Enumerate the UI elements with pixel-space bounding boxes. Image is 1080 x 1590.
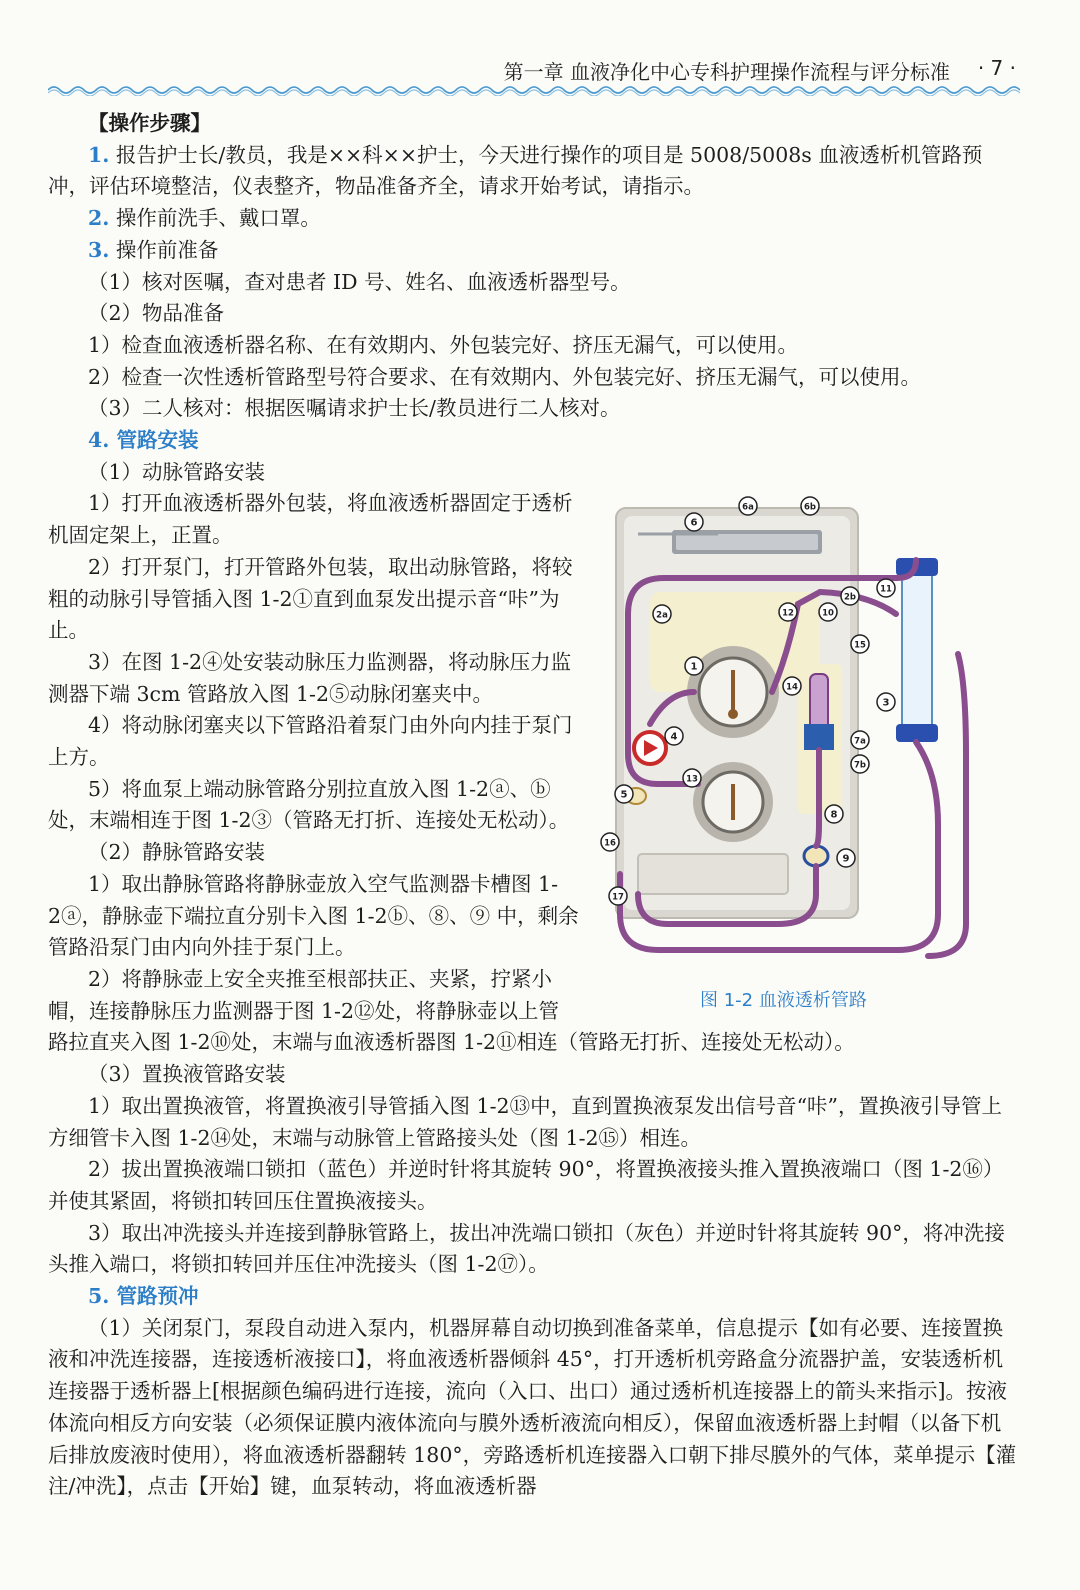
paragraph-2: 2. 操作前洗手、戴口罩。 <box>88 206 321 231</box>
paragraph-5-1: （1）关闭泵门，泵段自动进入泵内，机器屏幕自动切换到准备菜单，信息提示【如有必要、连接置换液和冲洗连接器，连接透析液接口】，将血液透析器倾斜 45°，打开透析机旁路盒分流器护盖，安装透析机连接器于透析器上[根据颜色编码进行连接，流向（入口、出口）通过透析机连接器上的箭头来指示]。按液体流向相反方向安装（必须保证膜内液体流向与膜外透析液流向相反），保留血液透析器上封帽（以备下机后排放废液时使用），将血液透析器翻转 180°，旁路透析机连接器入口朝下排尽膜外的气体，菜单提示【灌注/冲洗】，点击【开始】键，血泵转动，将血液透析器 <box>48 1315 1017 1499</box>
air-detector <box>804 724 834 750</box>
page-number: · 7 · <box>977 56 1016 80</box>
callout-label: 1 <box>690 661 698 673</box>
paragraph-3: 3. 操作前准备 <box>88 237 219 262</box>
callout-label: 16 <box>604 838 616 849</box>
callout-label: 4 <box>670 731 678 743</box>
paragraph-3-1: （1）核对医嘱，查对患者 ID 号、姓名、血液透析器型号。 <box>88 269 631 294</box>
page-header <box>48 52 1020 92</box>
text-beside-figure <box>48 488 588 1027</box>
callout-label: 8 <box>830 809 838 821</box>
paragraph-3-2-2: 2）检查一次性透析管路型号符合要求、在有效期内、外包装完好、挤压无漏气，可以使用。 <box>88 364 922 389</box>
machine-drawer <box>638 854 788 894</box>
callout-label: 6b <box>804 502 816 513</box>
callout-label: 9 <box>842 853 850 865</box>
callout-label: 10 <box>822 608 834 619</box>
paragraph-4-1-5: 5）将血泵上端动脉管路分别拉直放入图 1-2ⓐ、ⓑ处，末端相连于图 1-2③（管路无打折、连接处无松动）。 <box>48 776 570 833</box>
dialysis-tubing-figure <box>598 494 978 964</box>
paragraph-4-3-2: 2）拔出置换液端口锁扣（蓝色）并逆时针将其旋转 90°，将置换液接头推入置换液端口（图 1-2⑯）并使其紧固，将锁扣转回压住置换液接头。 <box>48 1157 1004 1213</box>
tube-venous-down <box>816 750 819 846</box>
callout-label: 7a <box>854 736 866 747</box>
chapter-title: 第一章 血液净化中心专科护理操作流程与评分标准 <box>503 60 950 84</box>
paragraph-4-2-1: 1）取出静脉管路将静脉壶放入空气监测器卡槽图 1-2ⓐ，静脉壶下端拉直分别卡入图 1-2ⓑ、⑧、⑨ 中，剩余管路沿泵门由内向外挂于泵门上。 <box>48 871 579 960</box>
figure-caption: 图 1-2 血液透析管路 <box>700 990 867 1011</box>
paragraph-4-1-4: 4）将动脉闭塞夹以下管路沿着泵门由外向内挂于泵门上方。 <box>48 713 573 770</box>
callout-label: 7b <box>854 760 866 771</box>
header-wave-divider <box>48 84 1020 96</box>
paragraph-1: 1. 报告护士长/教员，我是××科××护士，今天进行操作的项目是 5008/5008s 血液透析机管路预冲，评估环境整洁，仪表整齐，物品准备齐全，请求开始考试，请指示。 <box>48 142 983 199</box>
paragraph-4-1-3: 3）在图 1-2④处安装动脉压力监测器，将动脉压力监测器下端 3cm 管路放入图 1-2⑤动脉闭塞夹中。 <box>48 649 572 706</box>
paragraph-4-2-2b: 路拉直夹入图 1-2⑩处，末端与血液透析器图 1-2⑪相连（管路无打折、连接处无松动）。 <box>48 1030 855 1055</box>
paragraph-4-3-1: 1）取出置换液管，将置换液引导管插入图 1-2⑬中，直到置换液泵发出信号音“咔”，置换液引导管上方细管卡入图 1-2⑭处，末端与动脉管上管路接头处（图 1-2⑮）相连。 <box>48 1093 1003 1150</box>
callout-label: 15 <box>854 640 866 651</box>
paragraph-4-1-2: 2）打开泵门，打开管路外包装，取出动脉管路，将较粗的动脉引导管插入图 1-2①直到血泵发出提示音“咔”为止。 <box>48 554 573 643</box>
paragraph-3-3: （3）二人核对：根据医嘱请求护士长/教员进行二人核对。 <box>88 396 621 421</box>
paragraph-4-2: （2）静脉管路安装 <box>88 840 266 865</box>
paragraph-4-3-3: 3）取出冲洗接头并连接到静脉管路上，拔出冲洗端口锁扣（灰色）并逆时针将其旋转 90°，将冲洗接头推入端口，将锁扣转回并压住冲洗接头（图 1-2⑰）。 <box>48 1220 1005 1277</box>
callout-label: 13 <box>686 774 698 785</box>
blood-pump-hub <box>728 709 738 719</box>
callout-label: 6a <box>742 502 754 513</box>
section-5-heading: 5. 管路预冲 <box>88 1284 199 1309</box>
paragraph-4-2-2a: 2）将静脉壶上安全夹推至根部扶正、夹紧，拧紧小帽，连接静脉压力监测器于图 1-2⑫处，将静脉壶以上管 <box>48 966 560 1023</box>
paragraph-4-1: （1）动脉管路安装 <box>88 459 266 484</box>
paragraph-4-3: （3）置换液管路安装 <box>88 1062 286 1087</box>
clamp-bracket-inner <box>676 534 818 550</box>
callout-label: 6 <box>690 517 698 529</box>
callout-label: 11 <box>880 584 892 595</box>
callout-label: 14 <box>786 682 798 693</box>
paragraph-3-2: （2）物品准备 <box>88 301 225 326</box>
dialyzer <box>902 564 932 734</box>
paragraph-4-1-1: 1）打开血液透析器外包装，将血液透析器固定于透析机固定架上，正置。 <box>48 491 573 548</box>
callout-label: 2a <box>656 610 668 621</box>
section-4-heading: 4. 管路安装 <box>88 428 199 453</box>
callout-label: 12 <box>782 608 794 619</box>
callout-label: 17 <box>612 892 624 903</box>
callout-label: 3 <box>882 697 890 709</box>
paragraph-3-2-1: 1）检查血液透析器名称、在有效期内、外包装完好、挤压无漏气，可以使用。 <box>88 332 799 357</box>
tube-outer-right <box>928 654 966 956</box>
callout-label: 2b <box>844 592 856 603</box>
section-heading: 【操作步骤】 <box>88 111 211 135</box>
callout-label: 5 <box>620 789 628 801</box>
